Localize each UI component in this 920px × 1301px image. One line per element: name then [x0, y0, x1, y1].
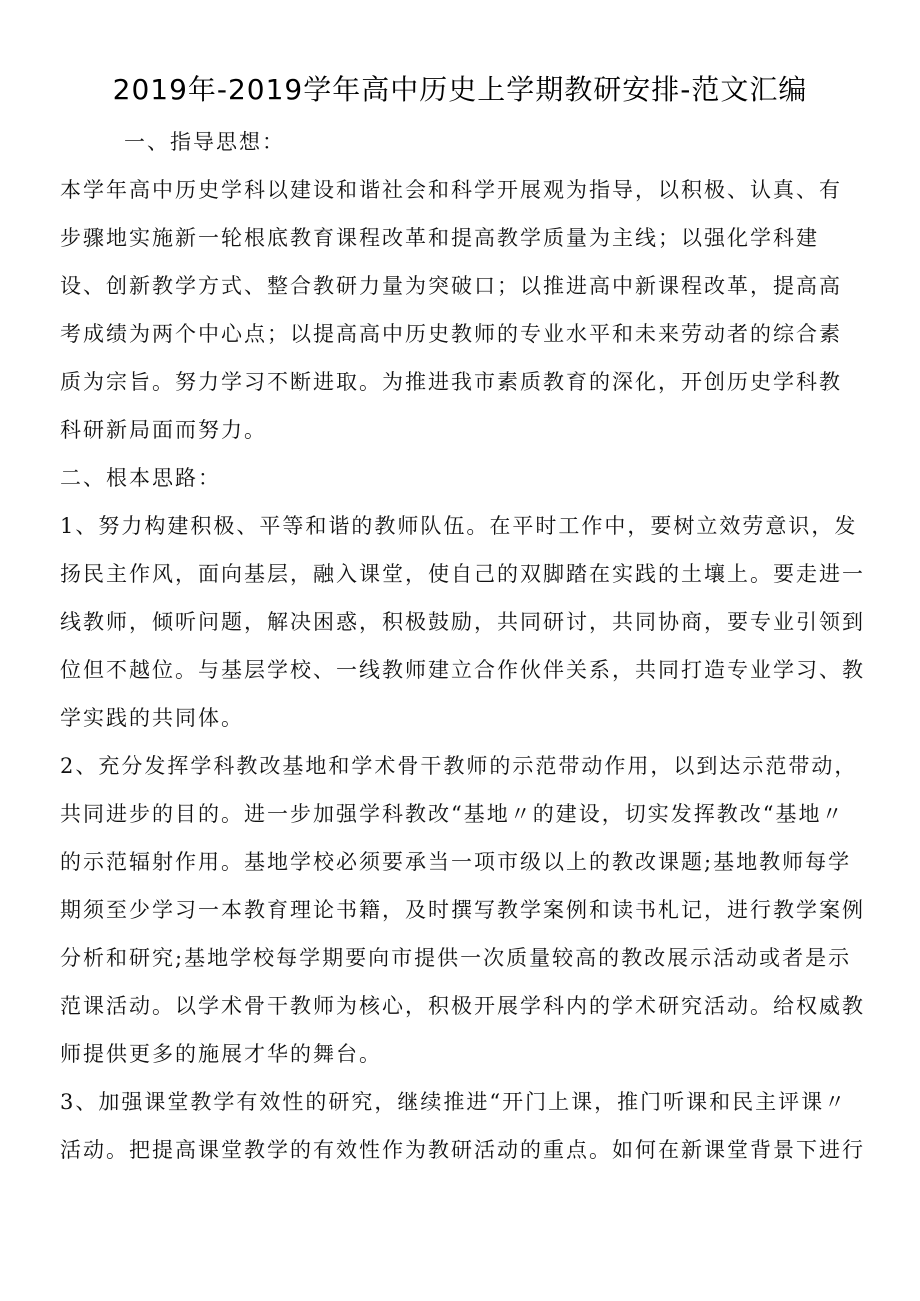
paragraph-line: 活动。把提高课堂教学的有效性作为教研活动的重点。如何在新课堂背景下进行: [60, 1138, 865, 1162]
document-body: [60, 128, 865, 1184]
paragraph-line: 范课活动。以学术骨干教师为核心，积极开展学科内的学术研究活动。给权威教: [60, 994, 865, 1018]
paragraph-line: 共同进步的目的。进一步加强学科教改“基地〃的建设，切实发挥教改“基地〃: [60, 802, 845, 826]
paragraph-line: 的示范辐射作用。基地学校必须要承当一项市级以上的教改课题;基地教师每学: [60, 850, 852, 874]
paragraph-line: 师提供更多的施展才华的舞台。: [60, 1042, 382, 1066]
paragraph-line: 设、创新教学方式、整合教研力量为突破口；以推进高中新课程改革，提高高: [60, 274, 842, 298]
paragraph-line: 2、充分发挥学科教改基地和学术骨干教师的示范带动作用，以到达示范带动，: [60, 754, 858, 778]
paragraph-line: 线教师，倾听问题，解决困惑，积极鼓励，共同研讨，共同协商，要专业引领到: [60, 610, 865, 634]
paragraph-line: 步骤地实施新一轮根底教育课程改革和提高教学质量为主线；以强化学科建: [60, 226, 819, 250]
paragraph-line: 3、加强课堂教学有效性的研究，继续推进“开门上课，推门听课和民主评课〃: [60, 1090, 848, 1114]
paragraph-line: 分析和研究;基地学校每学期要向市提供一次质量较高的教改展示活动或者是示: [60, 946, 852, 970]
document-title: 2019年-2019学年高中历史上学期教研安排-范文汇编: [112, 73, 808, 106]
paragraph-line: 位但不越位。与基层学校、一线教师建立合作伙伴关系，共同打造专业学习、教: [60, 658, 865, 682]
paragraph-line: 1、努力构建积极、平等和谐的教师队伍。在平时工作中，要树立效劳意识，发: [60, 514, 858, 538]
paragraph-line: 扬民主作风，面向基层，融入课堂，使自己的双脚踏在实践的土壤上。要走进一: [60, 562, 865, 586]
section-heading-basic-approach: 二、根本思路：: [60, 466, 221, 490]
paragraph-line: 质为宗旨。努力学习不断进取。为推进我市素质教育的深化，开创历史学科教: [60, 370, 842, 394]
paragraph-line: 科研新局面而努力。: [60, 418, 267, 442]
paragraph-line: 考成绩为两个中心点；以提高高中历史教师的专业水平和未来劳动者的综合素: [60, 322, 842, 346]
paragraph-line: 本学年高中历史学科以建设和谐社会和科学开展观为指导，以积极、认真、有: [60, 178, 842, 202]
section-heading-guiding-ideology: 一、指导思想：: [124, 130, 285, 154]
paragraph-line: 期须至少学习一本教育理论书籍，及时撰写教学案例和读书札记，进行教学案例: [60, 898, 865, 922]
paragraph-line: 学实践的共同体。: [60, 706, 244, 730]
